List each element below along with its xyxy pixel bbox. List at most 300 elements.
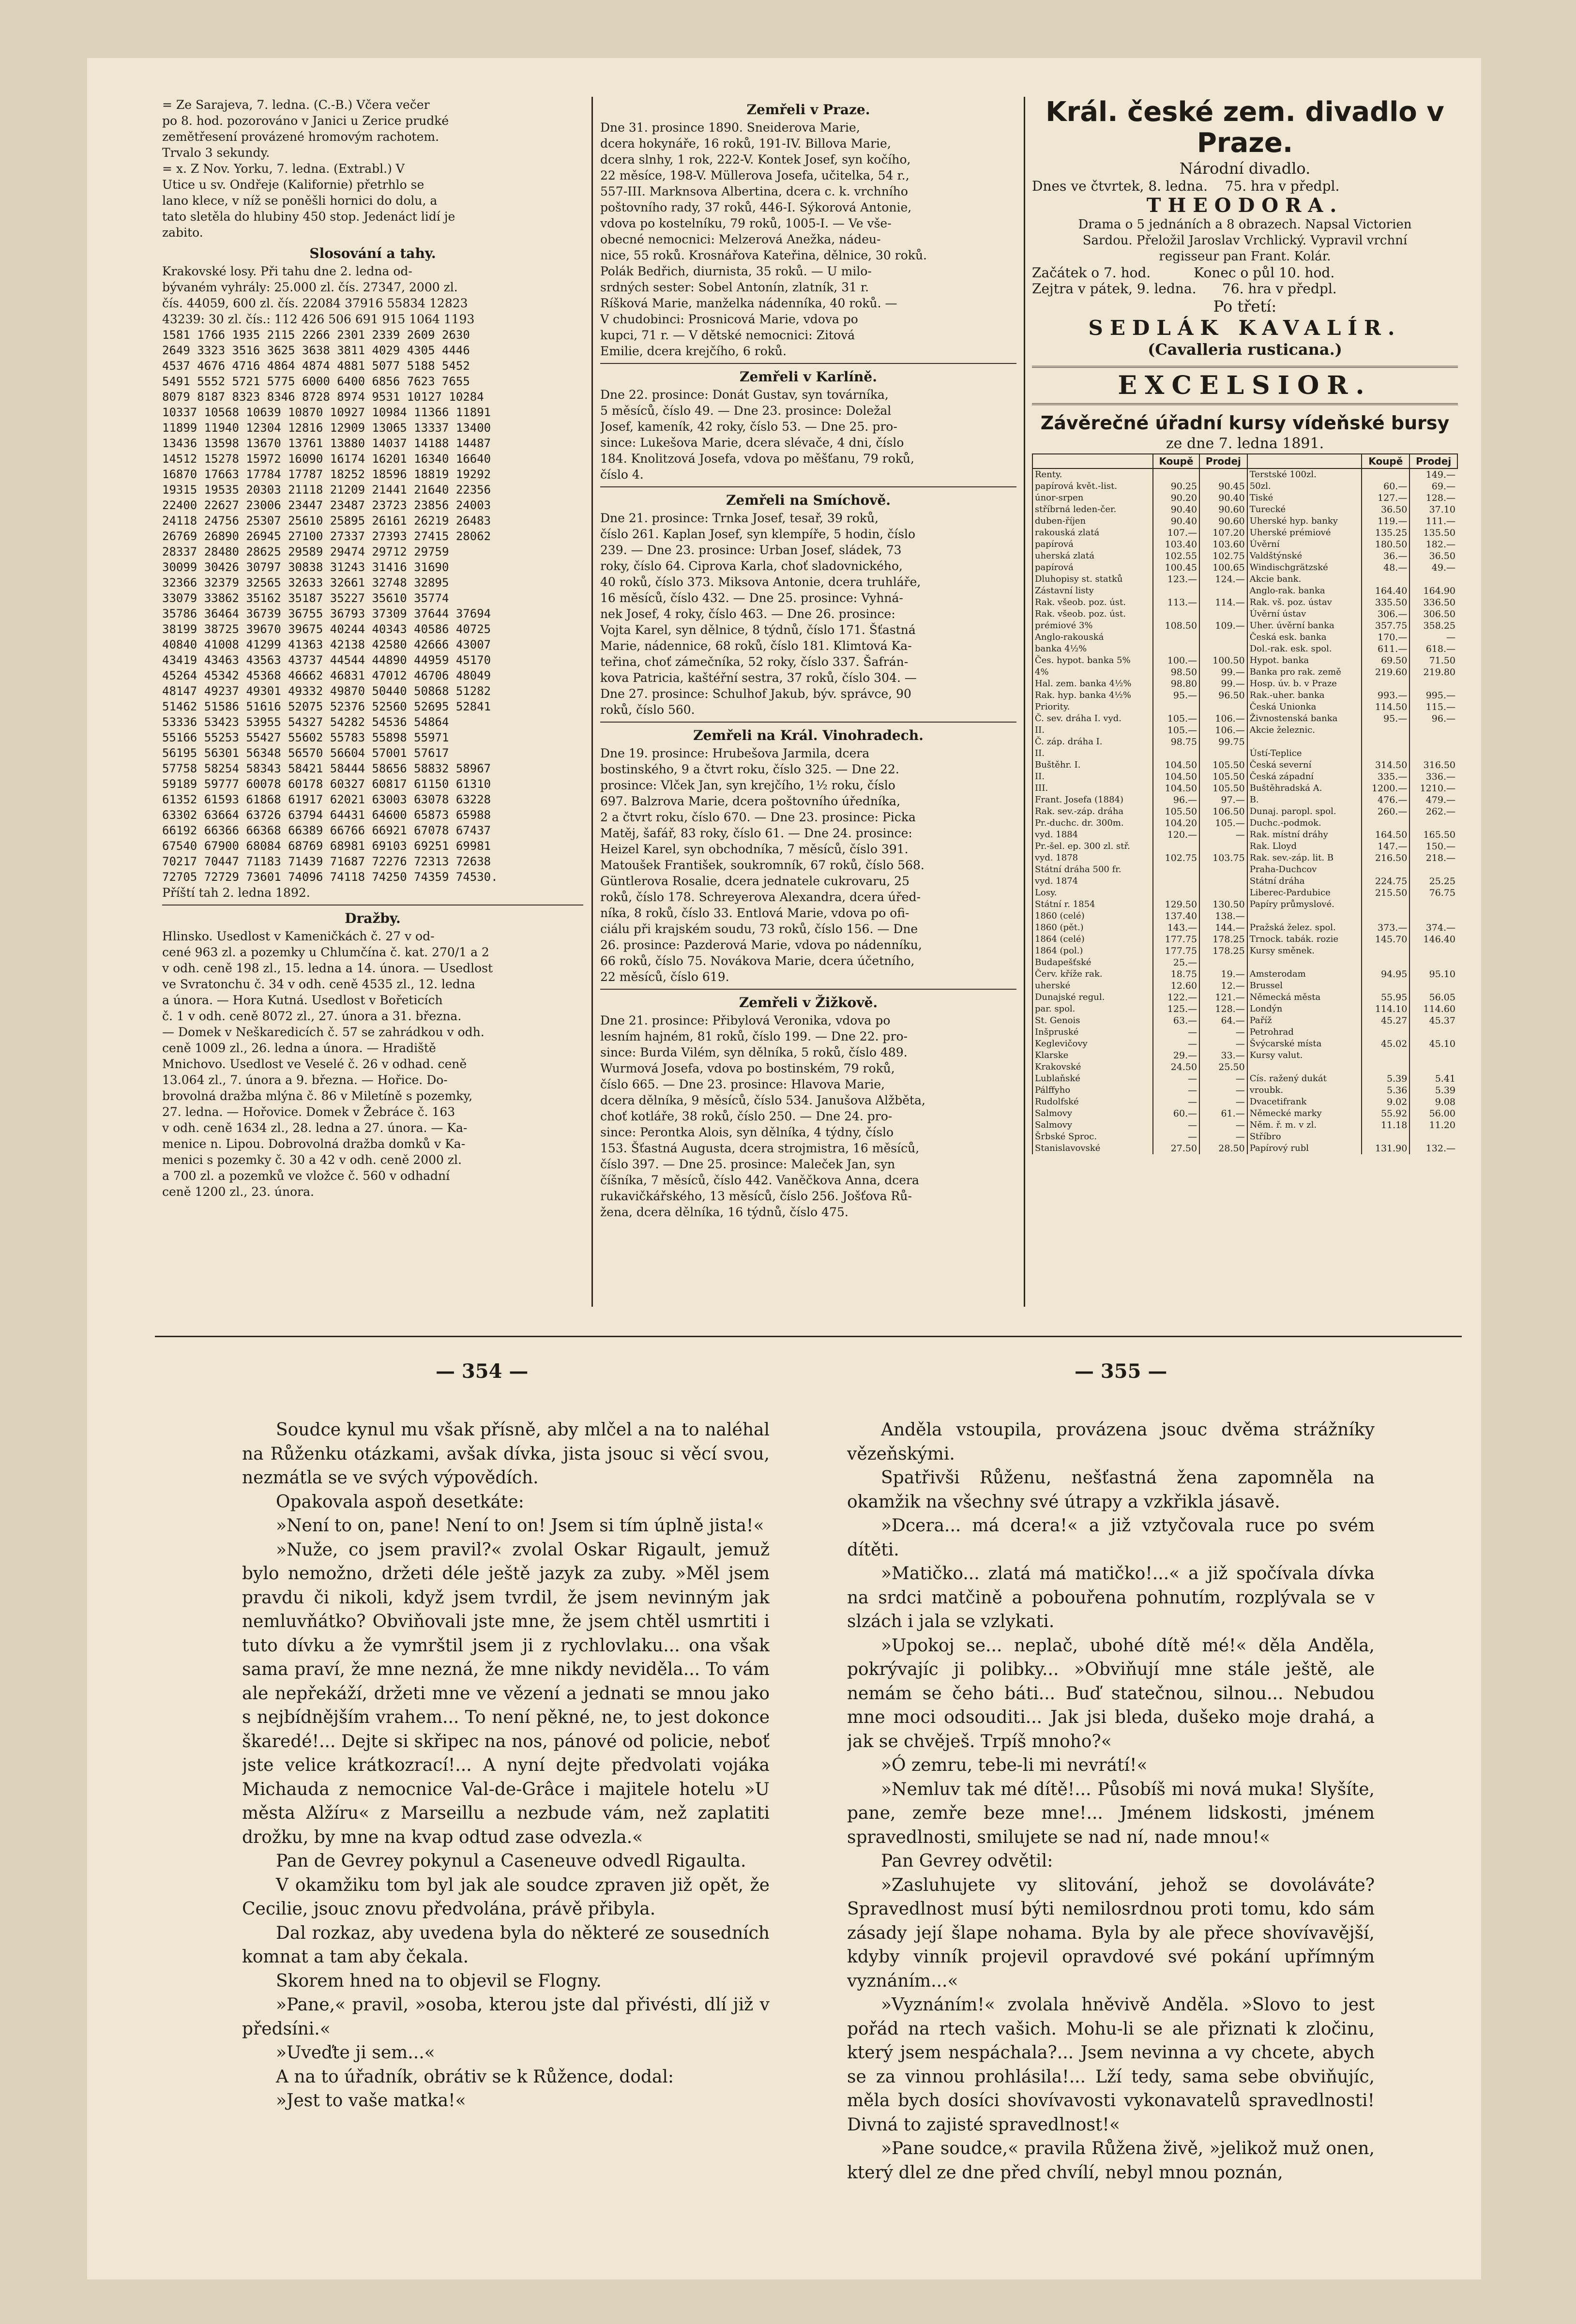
bourse-row [1032, 643, 1457, 655]
text-line: cené 963 zl. a pozemky u Chlumčína č. kat. 270/1 a 2 [162, 945, 489, 959]
bourse-cell: 97.— [1199, 794, 1247, 806]
bourse-cell: 100.— [1153, 655, 1199, 666]
bourse-cell [1362, 678, 1409, 690]
text-line: = x. Z Nov. Yorku, 7. ledna. (Extrabl.) V [162, 162, 405, 176]
bourse-cell: 135.50 [1409, 527, 1457, 539]
bourse-cell [1153, 643, 1199, 655]
theatre-title: Král. české zem. divadlo v Praze. [1046, 97, 1444, 159]
bourse-cell: 102.75 [1153, 852, 1199, 864]
bourse-row [1032, 806, 1457, 817]
bourse-cell: Hypot. banka [1247, 655, 1362, 666]
bourse-title: Závěrečné úřadní kursy vídeňské bursy [1040, 412, 1450, 434]
text-line: zabito. [162, 226, 203, 240]
bourse-row [1032, 539, 1457, 550]
bourse-cell: vroubk. [1247, 1085, 1362, 1096]
page-number-right: — 355 — [1075, 1360, 1167, 1383]
bourse-cell: — [1153, 1085, 1199, 1096]
bourse-cell: Akcie železnic. [1247, 724, 1362, 736]
text-line: roky, číslo 64. Ciprova Karla, choť sladovnického, [600, 559, 903, 573]
bourse-cell: 129.50 [1153, 899, 1199, 910]
bourse-cell: — [1199, 1073, 1247, 1085]
bourse-cell: Švýcarské místa [1247, 1038, 1362, 1050]
bourse-cell: Rak. všeob. poz. úst. [1032, 597, 1153, 608]
bourse-row [1032, 713, 1457, 724]
bourse-cell: banka 4½% [1032, 643, 1153, 655]
lottery-heading: Slosování a tahy. [309, 245, 436, 261]
bourse-row [1032, 1003, 1457, 1015]
bourse-cell: — [1199, 1026, 1247, 1038]
bourse-cell: 9.02 [1362, 1096, 1409, 1108]
text-line: menice n. Lipou. Dobrovolná dražba domků v Ka- [162, 1137, 466, 1151]
number-line: 28337 28480 28625 29589 29474 29712 29759 [162, 545, 449, 558]
text-line: Matěj, šafář, 83 roky, číslo 61. — Dne 24. prosince: [600, 826, 912, 840]
text-line: Sardou. Přeložil Jaroslav Vrchlický. Vypravil vrchní [1082, 233, 1408, 248]
obituary-heading: Zemřeli v Praze. [746, 102, 870, 118]
text-line: Dne 19. prosince: Hrubešova Jarmila, dcera [600, 746, 870, 760]
bourse-cell: 146.40 [1409, 934, 1457, 945]
bourse-cell [1247, 736, 1362, 748]
bourse-cell: Brussel [1247, 980, 1362, 992]
number-line: 51462 51586 51616 52075 52376 52560 52695 52841 [162, 700, 491, 713]
bourse-cell: 119.— [1362, 515, 1409, 527]
novel-paragraph: »Nemluv tak mé dítě!... Působíš mi nová muka! Slyšíte, pane, zemře beze mne!... Jménem lidskosti, jménem spravedlnosti, smilujete se nad ní, nade mnou!« [847, 1779, 1375, 1847]
bourse-cell: Rak. Lloyd [1247, 841, 1362, 852]
bourse-cell: 114.50 [1362, 701, 1409, 713]
bourse-row [1032, 1108, 1457, 1119]
bourse-cell [1409, 678, 1457, 690]
bourse-row [1032, 992, 1457, 1003]
bourse-cell: 105.— [1199, 817, 1247, 829]
novel-paragraph: »Matičko... zlatá má matičko!...« a již spočívala dívka na srdci matčině a pobouřena pohnutím, rozplývala se v slzách i jala se vzlykati. [847, 1564, 1375, 1631]
bourse-row [1032, 690, 1457, 701]
number-line: 56195 56301 56348 56570 56604 57001 57617 [162, 746, 449, 760]
number-line: 2649 3323 3516 3625 3638 3811 4029 4305 4446 [162, 344, 470, 357]
bourse-cell: — [1153, 1073, 1199, 1085]
bourse-cell: Priority. [1032, 701, 1153, 713]
text-line: v odh. ceně 1634 zl., 28. ledna a 27. února. — Ka- [162, 1121, 468, 1135]
bourse-cell [1362, 980, 1409, 992]
number-line: 72705 72729 73601 74096 74118 74250 74359 74530. [162, 870, 498, 884]
text-line: a února. — Hora Kutná. Usedlost v Bořeticích [162, 993, 443, 1007]
theatre-play2-title: SEDLÁK KAVALÍR. [1088, 316, 1402, 340]
bourse-cell: Č. záp. dráha I. [1032, 736, 1153, 748]
bourse-cell: 60.— [1362, 481, 1409, 492]
bourse-row [1032, 1096, 1457, 1108]
theatre-play-title: THEODORA. [1146, 194, 1344, 217]
bourse-cell: 25.50 [1199, 1061, 1247, 1073]
bourse-cell: Duchc.-podmok. [1247, 817, 1362, 829]
text-line: Wurmová Josefa, vdova po bostinském, 79 roků, [600, 1061, 895, 1075]
bourse-cell: Buštěhr. I. [1032, 759, 1153, 771]
bourse-cell: Č. sev. dráha I. vyd. [1032, 713, 1153, 724]
bourse-cell: Rak. sev.-záp. dráha [1032, 806, 1153, 817]
bourse-cell: 104.50 [1153, 771, 1199, 783]
bourse-row [1032, 1050, 1457, 1061]
bourse-cell: 124.— [1199, 573, 1247, 585]
bourse-cell: 105.50 [1199, 771, 1247, 783]
bourse-cell: Čes. hypot. banka 5% [1032, 655, 1153, 666]
bourse-cell: 55.92 [1362, 1108, 1409, 1119]
section-divider [600, 363, 1016, 364]
bourse-cell: rakouská zlatá [1032, 527, 1153, 539]
bourse-cell [1247, 910, 1362, 922]
bourse-cell: prémiové 3% [1032, 620, 1153, 632]
text-line: 66 roků, číslo 75. Novákova Marie, dcera účetního, [600, 954, 915, 968]
bourse-cell [1199, 643, 1247, 655]
bourse-cell: 182.— [1409, 539, 1457, 550]
obituary-heading: Zemřeli v Žižkově. [739, 995, 878, 1011]
bourse-cell: 215.50 [1362, 887, 1409, 899]
bourse-cell [1409, 736, 1457, 748]
bourse-cell: 25.— [1153, 957, 1199, 968]
text-line: 40 roků, číslo 373. Miksova Antonie, dcera truhláře, [600, 575, 921, 589]
bourse-cell: 29.— [1153, 1050, 1199, 1061]
bourse-cell: 336.— [1409, 771, 1457, 783]
bourse-cell [1153, 748, 1199, 759]
bourse-cell: Uherské prémiové [1247, 527, 1362, 539]
bourse-cell: Cís. ražený dukát [1247, 1073, 1362, 1085]
bourse-cell: — [1409, 632, 1457, 643]
number-line: 57758 58254 58343 58421 58444 58656 58832 58967 [162, 762, 491, 775]
text-line: roků, číslo 178. Schreyerova Alexandra, dcera úřed- [600, 890, 921, 904]
text-line: 5 měsíců, číslo 49. — Dne 23. prosince: Doležal [600, 404, 892, 418]
bourse-cell [1362, 899, 1409, 910]
bourse-cell: 114.— [1199, 597, 1247, 608]
bourse-cell: 479.— [1409, 794, 1457, 806]
bourse-cell: 99.— [1199, 678, 1247, 690]
bourse-cell: 103.75 [1199, 852, 1247, 864]
bourse-cell: 98.75 [1153, 736, 1199, 748]
number-line: 32366 32379 32565 32633 32661 32748 32895 [162, 576, 449, 589]
novel-paragraph: Pan de Gevrey pokynul a Caseneuve odvedl Rigaulta. [276, 1851, 746, 1871]
text-line: níka, 8 roků, číslo 33. Entlová Marie, vdova po ofi- [600, 906, 909, 920]
bourse-cell [1153, 841, 1199, 852]
text-line: 2 a čtvrt roku, číslo 670. — Dne 23. prosince: Picka [600, 810, 916, 824]
text-line: Mnichovo. Usedlost ve Veselé č. 26 v odhad. ceně [162, 1057, 467, 1071]
novel-paragraph: Spatřivši Růženu, nešťastná žena zapomněla na okamžik na všechny své útrapy a vzkřikla jásavě. [847, 1468, 1375, 1512]
bourse-cell: Salmovy [1032, 1119, 1153, 1131]
bourse-cell: Dluhopisy st. statků [1032, 573, 1153, 585]
novel-paragraph: Pan Gevrey odvětil: [881, 1851, 1053, 1871]
bourse-cell: 128.— [1409, 492, 1457, 504]
bourse-row [1032, 794, 1457, 806]
text-line: Dne 21. prosince: Trnka Josef, tesař, 39 roků, [600, 511, 879, 525]
bourse-cell: Banka pro rak. země [1247, 666, 1362, 678]
bourse-cell: Stříbro [1247, 1131, 1362, 1143]
bourse-cell: Anglo-rakouská [1032, 632, 1153, 643]
bourse-cell: 103.40 [1153, 539, 1199, 550]
bourse-cell: Frant. Josefa (1884) [1032, 794, 1153, 806]
bourse-row [1032, 980, 1457, 992]
bourse-cell: Krakovské [1032, 1061, 1153, 1073]
bourse-cell [1362, 957, 1409, 968]
bourse-cell: Rak.-uher. banka [1247, 690, 1362, 701]
bourse-cell: 165.50 [1409, 829, 1457, 841]
bourse-row [1032, 1073, 1457, 1085]
bourse-row [1032, 1143, 1457, 1154]
bourse-cell: 25.25 [1409, 875, 1457, 887]
bourse-cell [1362, 1061, 1409, 1073]
bourse-cell: 177.75 [1153, 945, 1199, 957]
bourse-cell: Pr.-duchc. dr. 300m. [1032, 817, 1153, 829]
bourse-cell: 123.— [1153, 573, 1199, 585]
bourse-cell: 48.— [1362, 562, 1409, 573]
bourse-cell: Hal. zem. banka 4½% [1032, 678, 1153, 690]
text-line: Drama o 5 jednáních a 8 obrazech. Napsal Victorien [1078, 217, 1412, 232]
text-line: — Domek v Neškaredicích č. 57 se zahrádkou v odh. [162, 1025, 485, 1039]
bourse-cell: Německá města [1247, 992, 1362, 1003]
bourse-cell: 100.50 [1199, 655, 1247, 666]
theatre-tomorrow: Zejtra v pátek, 9. ledna. 76. hra v předpl. [1032, 281, 1337, 297]
auction-text [162, 928, 583, 1200]
bourse-cell [1199, 748, 1247, 759]
bourse-row [1032, 527, 1457, 539]
bourse-cell: 164.40 [1362, 585, 1409, 597]
bourse-cell: Úvěrní [1247, 539, 1362, 550]
bourse-cell: 180.50 [1362, 539, 1409, 550]
bourse-cell: 103.60 [1199, 539, 1247, 550]
text-line: = Ze Sarajeva, 7. ledna. (C.-B.) Včera večer [162, 98, 430, 112]
lottery-numbers [162, 327, 583, 885]
bourse-cell: 98.80 [1153, 678, 1199, 690]
number-line: 13436 13598 13670 13761 13880 14037 14188 14487 [162, 437, 491, 450]
bourse-cell: 476.— [1362, 794, 1409, 806]
bourse-cell: vyd. 1878 [1032, 852, 1153, 864]
bourse-cell: 145.70 [1362, 934, 1409, 945]
text-line: Krakovské losy. Při tahu dne 2. ledna od- [162, 264, 412, 278]
bourse-row [1032, 620, 1457, 632]
bourse-cell: Inšpruské [1032, 1026, 1153, 1038]
bourse-cell: 316.50 [1409, 759, 1457, 771]
bourse-cell: Papírový rubl [1247, 1143, 1362, 1154]
novel-paragraph: »Jest to vaše matka!« [276, 2091, 466, 2111]
number-line: 59189 59777 60078 60178 60327 60817 61150 61310 [162, 777, 491, 791]
obituary-text [600, 1012, 1016, 1220]
obituary-text [600, 120, 1016, 359]
bourse-cell: 28.50 [1199, 1143, 1247, 1154]
bourse-row [1032, 899, 1457, 910]
bourse-cell: Úvěrní ústav [1247, 608, 1362, 620]
bourse-cell: Pražská želez. spol. [1247, 922, 1362, 934]
bourse-cell: 105.50 [1199, 783, 1247, 794]
bourse-cell: 45.37 [1409, 1015, 1457, 1026]
bourse-row [1032, 957, 1457, 968]
section-divider [600, 486, 1016, 487]
bourse-cell: 219.80 [1409, 666, 1457, 678]
bourse-cell [1409, 748, 1457, 759]
bourse-cell: Česká severní [1247, 759, 1362, 771]
bourse-cell [1362, 864, 1409, 875]
bourse-cell: 102.55 [1153, 550, 1199, 562]
theatre-announcement [1032, 97, 1458, 405]
bourse-cell: Kursy směnek. [1247, 945, 1362, 957]
bourse-row [1032, 771, 1457, 783]
bourse-row [1032, 1131, 1457, 1143]
number-line: 14512 15278 15972 16090 16174 16201 16340 16640 [162, 452, 491, 466]
bourse-cell: 5.36 [1362, 1085, 1409, 1096]
text-line: číslo 665. — Dne 23. prosince: Hlavova Marie, [600, 1077, 885, 1091]
column-rule [591, 97, 593, 1307]
bourse-cell: 137.40 [1153, 910, 1199, 922]
number-line: 40840 41008 41299 41363 42138 42580 42666 43007 [162, 638, 491, 651]
bourse-column-header: Koupě [1362, 454, 1409, 468]
text-line: teřina, choť zámečníka, 52 roky, číslo 337. Šafrán- [600, 655, 909, 669]
bourse-cell: 94.95 [1362, 968, 1409, 980]
bourse-row [1032, 468, 1457, 481]
bourse-cell: 99.— [1199, 666, 1247, 678]
bourse-cell: 144.— [1199, 922, 1247, 934]
bourse-row [1032, 759, 1457, 771]
novel-paragraph: »Nuže, co jsem pravil?« zvolal Oskar Rigault, jemuž bylo nemožno, držeti déle ještě jazyk za zuby. »Měl jsem pravdu či nikoli, když jsem tvrdil, že jsem nevinným jak nemluvňátko? Obviňovali jste mne, že jsem chtěl usmrtiti i tuto dívku a že vymrštil jsem ji z rychlovlaku... ona však sama praví, že mne nezná, že mne nikdy neviděla... To vám ale nepřekáží, držeti mne ve vězení a jednati se mnou jako s nejbídnějším vrahem... To není pěkné, ne, to jest dokonce škaredé!... Dejte si skřipec na nos, pánové od policie, neboť jste velice krátkozrací!... A nyní dejte předvolati vojáka Michauda z nemocnice Val-de-Grâce i majitele hotelu »U města Alžíru« z Marseillu a nezbude vám, než zaplatiti drožku, by mne na kvap odtud zase odvezla.« [242, 1539, 770, 1847]
novel-paragraph: »Pane soudce,« pravila Růžena živě, »jelikož muž onen, který dlel ze dne před chvílí, nebyl mnou poznán, [847, 2139, 1375, 2183]
text-line: 27. ledna. — Hořovice. Domek v Žebráce č. 163 [162, 1105, 455, 1119]
text-line: čís. 44059, 600 zl. čís. 22084 37916 55834 12823 [162, 296, 468, 310]
text-line: č. 1 v odh. ceně 8072 zl., 27. února a 31. března. [162, 1009, 462, 1023]
bourse-cell: 1200.— [1362, 783, 1409, 794]
bourse-cell: uherské [1032, 980, 1153, 992]
bourse-cell: 56.05 [1409, 992, 1457, 1003]
text-line: dcera hokynáře, 16 roků, 191-IV. Billova Marie, [600, 136, 891, 151]
bourse-cell: 335.— [1362, 771, 1409, 783]
bourse-cell: duben-říjen [1032, 515, 1153, 527]
text-line: 184. Knolitzová Josefa, vdova po měšťanu, 79 roků, [600, 452, 914, 466]
text-line: 697. Balzrova Marie, dcera poštovního úředníka, [600, 794, 901, 808]
text-line: a 700 zl. a pozemků ve vložce č. 560 v odhadní [162, 1169, 450, 1183]
bourse-cell: — [1199, 1096, 1247, 1108]
bourse-cell [1199, 875, 1247, 887]
text-line: Ríšková Marie, manželka nádenníka, 40 roků. — [600, 296, 897, 310]
bourse-column-header: Koupě [1153, 454, 1199, 468]
bourse-cell: 5.39 [1362, 1073, 1409, 1085]
text-line: po 8. hod. pozorováno v Janici u Zerice prudké [162, 114, 449, 128]
text-line: regisseur pan Frant. Kolár. [1159, 249, 1331, 264]
bourse-cell: 143.— [1153, 922, 1199, 934]
bourse-cell: 114.60 [1409, 1003, 1457, 1015]
bourse-cell: 178.25 [1199, 945, 1247, 957]
bourse-cell [1153, 632, 1199, 643]
text-line: Dne 31. prosince 1890. Sneiderova Marie, [600, 121, 860, 135]
text-line: 26. prosince: Pazderová Marie, vdova po nádenníku, [600, 938, 922, 952]
bourse-cell: 335.50 [1362, 597, 1409, 608]
bourse-cell: Rudolfské [1032, 1096, 1153, 1108]
bourse-row [1032, 1119, 1457, 1131]
novel-paragraph: »Není to on, pane! Není to on! Jsem si tím úplně jista!« [276, 1516, 764, 1536]
bourse-cell: Valdštýnské [1247, 550, 1362, 562]
bourse-cell [1409, 864, 1457, 875]
bourse-row [1032, 701, 1457, 713]
number-line: 35786 36464 36739 36755 36793 37309 37644 37694 [162, 607, 491, 620]
bourse-cell: 130.50 [1199, 899, 1247, 910]
bourse-cell [1362, 1131, 1409, 1143]
text-line: Utice u sv. Ondřeje (Kalifornie) přetrhlo se [162, 178, 424, 192]
bourse-cell: 5.41 [1409, 1073, 1457, 1085]
bourse-cell: 90.40 [1153, 515, 1199, 527]
bourse-table [1032, 453, 1458, 1154]
number-line: 22400 22627 23006 23447 23487 23723 23856 24003 [162, 498, 491, 512]
bourse-cell: 5.39 [1409, 1085, 1457, 1096]
bourse-cell: 1860 (celé) [1032, 910, 1153, 922]
obituary-heading: Zemřeli na Král. Vinohradech. [693, 727, 924, 743]
bourse-cell [1362, 468, 1409, 481]
text-line: nek Josef, 4 roky, číslo 463. — Dne 26. prosince: [600, 607, 895, 621]
bourse-cell: 104.50 [1153, 783, 1199, 794]
number-line: 33079 33862 35162 35187 35227 35610 35774 [162, 591, 449, 605]
bourse-cell [1409, 1050, 1457, 1061]
bourse-cell: 71.50 [1409, 655, 1457, 666]
text-line: kova Patricia, kaštéřní sestra, 37 roků, číslo 304. — [600, 671, 917, 685]
bourse-row [1032, 736, 1457, 748]
bourse-cell: 100.45 [1153, 562, 1199, 573]
text-line: roků, číslo 560. [600, 703, 695, 717]
bourse-cell: 99.75 [1199, 736, 1247, 748]
bourse-cell [1199, 701, 1247, 713]
text-line: poštovního rady, 37 roků, 446-I. Sýkorová Antonie, [600, 200, 912, 214]
bourse-row [1032, 783, 1457, 794]
bourse-row [1032, 852, 1457, 864]
novel-paragraph: Opakovala aspoň desetkáte: [276, 1492, 524, 1512]
bourse-cell: Ústí-Teplice [1247, 748, 1362, 759]
bourse-cell: 114.10 [1362, 1003, 1409, 1015]
bourse-cell: Londýn [1247, 1003, 1362, 1015]
text-line: brovolná dražba mlýna č. 86 v Miletíně s pozemky, [162, 1089, 473, 1103]
bourse-cell [1247, 1061, 1362, 1073]
text-line: lesním hajném, 81 roků, číslo 199. — Dne 22. pro- [600, 1029, 908, 1043]
text-line: žena, dcera dělníka, 16 týdnů, číslo 475. [600, 1205, 849, 1219]
bourse-cell: 131.90 [1362, 1143, 1409, 1154]
bourse-cell: Papíry průmyslové. [1247, 899, 1362, 910]
bourse-cell: Státní dráha 500 fr. [1032, 864, 1153, 875]
bourse-row [1032, 666, 1457, 678]
bourse-cell [1199, 585, 1247, 597]
bourse-cell: Dunaj. paropl. spol. [1247, 806, 1362, 817]
text-line: choť kotláře, 38 roků, číslo 250. — Dne 24. pro- [600, 1109, 893, 1123]
novel-paragraph: »Zasluhujete vy slitování, jehož se dovoláváte? Spravedlnost musí býti nemilosrdnou proti tomu, kdo sám zásady její šlape nohama. Byla by ale přece shovívavější, kdyby vinník projevil opravdové své pokání upřímným vyznáním...« [847, 1875, 1375, 1991]
bourse-cell: 1210.— [1409, 783, 1457, 794]
lottery-footer: Příští tah 2. ledna 1892. [162, 886, 310, 900]
right-column [1032, 97, 1458, 1321]
text-line: 22 měsíce, 198-V. Müllerova Josefa, učitelka, 54 r., [600, 168, 909, 182]
bourse-row [1032, 481, 1457, 492]
bourse-column-header: Prodej [1409, 454, 1457, 468]
middle-column [600, 97, 1016, 1321]
text-line: 16 měsíců, číslo 432. — Dne 25. prosince: Vyhná- [600, 591, 903, 605]
bourse-cell: — [1199, 1038, 1247, 1050]
number-line: 67540 67900 68084 68769 68981 69103 69251 69981 [162, 839, 491, 853]
obituary-text [600, 387, 1016, 483]
bourse-row [1032, 678, 1457, 690]
bourse-cell [1409, 817, 1457, 829]
number-line: 45264 45342 45368 46662 46831 47012 46706 48049 [162, 669, 491, 682]
bourse-cell: — [1199, 1119, 1247, 1131]
text-line: ciálu při krajském soudu, 73 roků, číslo 156. — Dne [600, 922, 918, 936]
number-line: 38199 38725 39670 39675 40244 40343 40586 40725 [162, 622, 491, 636]
bourse-row [1032, 748, 1457, 759]
bourse-cell: St. Genois [1032, 1015, 1153, 1026]
bourse-cell: 177.75 [1153, 934, 1199, 945]
bourse-cell: 993.— [1362, 690, 1409, 701]
bourse-cell: 27.50 [1153, 1143, 1199, 1154]
text-line: číslo 4. [600, 468, 644, 482]
bourse-cell: 106.— [1199, 713, 1247, 724]
bourse-cell: Losy. [1032, 887, 1153, 899]
bourse-cell: 113.— [1153, 597, 1199, 608]
bourse-column-header [1032, 454, 1153, 468]
news-briefs [162, 97, 583, 241]
bourse-row [1032, 1015, 1457, 1026]
theatre-play2-subtitle: (Cavalleria rusticana.) [1148, 340, 1342, 359]
bourse-cell [1362, 748, 1409, 759]
bourse-cell [1362, 1050, 1409, 1061]
